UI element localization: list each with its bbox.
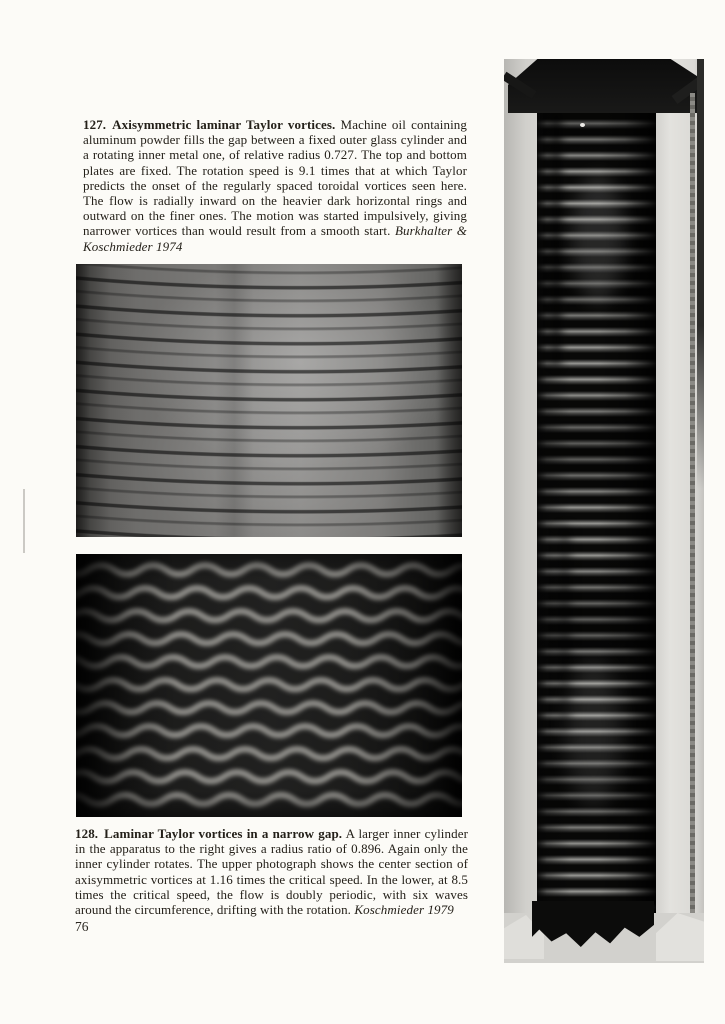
- photo-shading-overlay: [76, 264, 462, 537]
- figure-128-lower-photo: [76, 554, 462, 817]
- page-binding-mark: [23, 489, 25, 553]
- figure-127-body-text: Machine oil containing aluminum powder fills the gap between a fixed outer glass cylinder and a rotating inner metal one, of relative radius 0.727. The top and bottom plates are fixed. The rotation speed is 9.1 times that at which Taylor predicts the onset of the regularly spaced toroidal vortices seen here. The flow is radially inward on the heavier dark horizontal rings and outward on the finer ones. The motion was started impulsively, giving narrower vortices than would result from a smooth start.: [83, 117, 467, 239]
- highlight-speck: [580, 123, 585, 127]
- figure-128-title: Laminar Taylor vortices in a narrow gap.: [104, 826, 343, 841]
- figure-128-citation: Koschmieder 1979: [354, 902, 454, 918]
- figure-128-caption: [75, 826, 468, 917]
- photo-vignette-overlay: [76, 554, 462, 817]
- figure-127-photo: [504, 59, 704, 963]
- figure-128-upper-photo: [76, 264, 462, 537]
- figure-128-body-text: A larger inner cylinder in the apparatus to the right gives a radius ratio of 0.896. Again only the inner cylinder rotates. The upper photograph shows the center section of axisymmetric vortices at 1.16 times the critical speed. In the lower, at 8.5 times the critical speed, the flow is doubly periodic, with six waves around the circumference, drifting with the rotation.: [75, 826, 468, 918]
- column-highlight: [572, 174, 624, 304]
- top-fixture: [508, 59, 704, 113]
- figure-127-caption: [83, 117, 467, 254]
- figure-127-citation: Burkhalter & Koschmieder 1974: [83, 223, 468, 254]
- page-number: 76: [75, 919, 89, 934]
- figure-128-number: 128.: [75, 826, 99, 841]
- measuring-rod: [690, 93, 695, 925]
- figure-127-title: Axisymmetric laminar Taylor vortices.: [112, 117, 336, 132]
- column-dark-streak: [552, 111, 561, 366]
- column-highlight: [566, 659, 621, 809]
- figure-127-number: 127.: [83, 117, 107, 132]
- photo-right-edge-shadow: [697, 59, 704, 489]
